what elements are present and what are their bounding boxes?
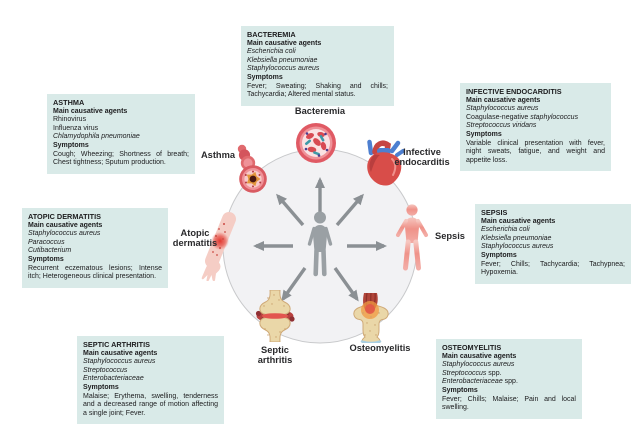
symptoms-heading: Symptoms (28, 256, 64, 264)
agents-heading: Main causative agents (247, 39, 322, 47)
infective-endocarditis-info-box (460, 83, 611, 171)
label-atopic-dermatitis: Atopic dermatitis (172, 228, 218, 249)
box-title: BACTEREMIA (247, 30, 296, 39)
symptoms-heading: Symptoms (442, 387, 478, 395)
asthma-info-box (47, 94, 195, 174)
agent-line: Klebsiella pneumoniae (481, 234, 552, 242)
agent-line: Staphylococcus aureus (481, 243, 554, 251)
label-asthma: Asthma (200, 150, 236, 160)
box-title: ASTHMA (53, 98, 85, 107)
agents-list (466, 105, 605, 131)
box-title: SEPSIS (481, 208, 508, 217)
box-title: OSTEOMYELITIS (442, 343, 502, 352)
agents-heading: Main causative agents (83, 349, 158, 357)
septic-arthritis-info-box (77, 336, 224, 424)
agents-heading: Main causative agents (28, 221, 103, 229)
agent-line: Streptococcus (83, 366, 128, 374)
agents-heading: Main causative agents (53, 107, 128, 115)
agent-line: Staphylococcus aureus (466, 105, 539, 113)
agents-heading: Main causative agents (481, 217, 556, 225)
atopic-dermatitis-info-box (22, 208, 168, 288)
symptoms-text: Fever; Chills; Malaise; Pain and local swelling. (442, 395, 576, 412)
symptoms-text: Fever; Sweating; Shaking and chills; Tachycardia; Altered mental status. (247, 82, 388, 99)
symptoms-heading: Symptoms (83, 384, 119, 392)
agents-list (28, 230, 162, 256)
symptoms-text: Variable clinical presentation with fever, night sweats, fatigue, and weight and appetite loss. (466, 139, 605, 164)
inflamed-knee-joint-icon (252, 290, 298, 342)
agent-line: Staphylococcus aureus (83, 358, 156, 366)
symptoms-text: Recurrent eczematous lesions; Intense itch; Heterogeneous clinical presentation. (28, 264, 162, 281)
sepsis-info-box (475, 204, 631, 284)
agent-line: Escherichia coli (481, 226, 530, 234)
agents-list (83, 358, 218, 384)
bacteremia-info-box (241, 26, 394, 106)
symptoms-text: Cough; Wheezing; Shortness of breath; Chest tightness; Sputum production. (53, 150, 189, 167)
label-sepsis: Sepsis (435, 231, 465, 241)
agent-line: Enterobacteriaceae (83, 375, 144, 383)
symptoms-heading: Symptoms (53, 142, 89, 150)
infected-bone-icon (350, 293, 392, 343)
symptoms-heading: Symptoms (247, 74, 283, 82)
agent-line: Cutibacterium (28, 247, 72, 255)
agent-line: Staphylococcus aureus (442, 361, 515, 369)
agent-line: Klebsiella pneumoniae (247, 56, 318, 64)
inflamed-bronchiole-icon (236, 144, 270, 194)
agent-line: Escherichia coli (247, 48, 296, 56)
agent-line: Enterobacteriaceae spp. (442, 378, 518, 386)
symptoms-heading: Symptoms (481, 252, 517, 260)
label-septic-arthritis: Septic arthritis (257, 345, 293, 366)
agent-line: Paracoccus (28, 238, 65, 246)
label-infective-endocarditis: Infective endocarditis (394, 147, 450, 168)
agent-line: Rhinovirus (53, 116, 87, 124)
agent-line: Streptococcus viridans (466, 122, 537, 130)
label-osteomyelitis: Osteomyelitis (349, 343, 411, 353)
agents-list (481, 226, 625, 252)
osteomyelitis-info-box (436, 339, 582, 419)
agents-list (247, 48, 388, 74)
box-title: INFECTIVE ENDOCARDITIS (466, 87, 562, 96)
symptoms-text: Malaise; Erythema, swelling, tenderness and a decreased range of motion affecting a single joint; Fever. (83, 392, 218, 417)
agents-heading: Main causative agents (466, 96, 541, 104)
blood-vessel-cross-section-icon (295, 122, 337, 164)
agent-line: Staphylococcus aureus (28, 230, 101, 238)
label-bacteremia: Bacteremia (294, 106, 346, 116)
agents-list (53, 116, 189, 142)
box-title: SEPTIC ARTHRITIS (83, 340, 151, 349)
agent-line: Staphylococcus aureus (247, 65, 320, 73)
agents-heading: Main causative agents (442, 352, 517, 360)
agent-line: Streptococcus spp. (442, 369, 502, 377)
agents-list (442, 361, 576, 387)
symptoms-heading: Symptoms (466, 131, 502, 139)
agent-line: Chlamydophila pneumoniae (53, 133, 140, 141)
symptoms-text: Fever; Chills; Tachycardia; Tachypnea; Hypoxemia. (481, 260, 625, 277)
agent-line: Influenza virus (53, 124, 99, 132)
agent-line: Coagulase-negative staphylococcus (466, 113, 579, 121)
box-title: ATOPIC DERMATITIS (28, 212, 101, 221)
